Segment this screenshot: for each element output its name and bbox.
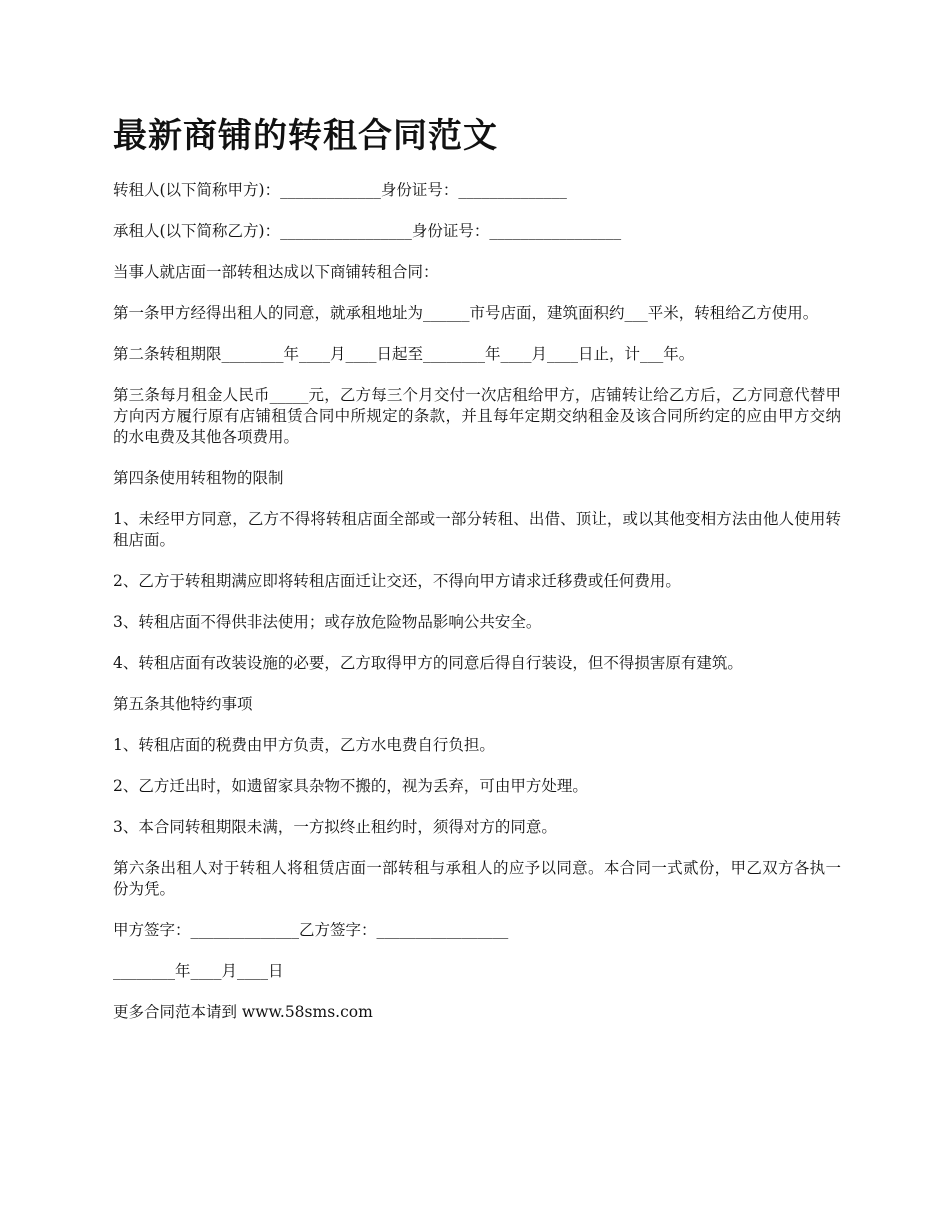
article-4-item-2: 2、乙方于转租期满应即将转租店面迁让交还，不得向甲方请求迁移费或任何费用。 — [113, 572, 681, 590]
article-4-item-3: 3、转租店面不得供非法使用；或存放危险物品影响公共安全。 — [113, 613, 542, 631]
article-3: 第三条每月租金人民币_____元，乙方每三个月交付一次店租给甲方，店铺转让给乙方后，乙方同意代替甲方向丙方履行原有店铺租赁合同中所规定的条款，并且每年定期交纳租金及该合同所约定的应由甲方交纳的水电费及其他各项费用。 — [113, 386, 841, 446]
signature-line: 甲方签字：______________乙方签字：_________________ — [113, 921, 509, 939]
article-4-item-4: 4、转租店面有改装设施的必要，乙方取得甲方的同意后得自行装设，但不得损害原有建筑。 — [113, 654, 743, 672]
intro-paragraph: 当事人就店面一部转租达成以下商铺转租合同： — [113, 263, 439, 281]
document-page — [113, 112, 841, 1043]
article-1: 第一条甲方经得出租人的同意，就承租地址为______市号店面，建筑面积约___平米，转租给乙方使用。 — [113, 304, 819, 322]
article-2: 第二条转租期限________年____月____日起至________年____月____日止，计___年。 — [113, 345, 695, 363]
article-4-heading: 第四条使用转租物的限制 — [113, 469, 284, 487]
article-5-item-3: 3、本合同转租期限未满，一方拟终止租约时，须得对方的同意。 — [113, 818, 557, 836]
article-4-item-1: 1、未经甲方同意，乙方不得将转租店面全部或一部分转租、出借、顶让，或以其他变相方法由他人使用转租店面。 — [113, 510, 841, 549]
document-title: 最新商铺的转租合同范文 — [113, 116, 498, 156]
article-5-item-2: 2、乙方迁出时，如遗留家具杂物不搬的，视为丢弃，可由甲方处理。 — [113, 777, 588, 795]
footer-note: 更多合同范本请到 www.58sms.com — [113, 1003, 373, 1021]
date-line: ________年____月____日 — [113, 962, 284, 980]
party-a-line: 转租人(以下简称甲方)：_____________身份证号：______________ — [113, 181, 567, 199]
article-5-heading: 第五条其他特约事项 — [113, 695, 253, 713]
article-5-item-1: 1、转租店面的税费由甲方负责，乙方水电费自行负担。 — [113, 736, 495, 754]
article-6: 第六条出租人对于转租人将租赁店面一部转租与承租人的应予以同意。本合同一式贰份，甲乙双方各执一份为凭。 — [113, 859, 841, 898]
party-b-line: 承租人(以下简称乙方)：_________________身份证号：_________________ — [113, 222, 622, 240]
